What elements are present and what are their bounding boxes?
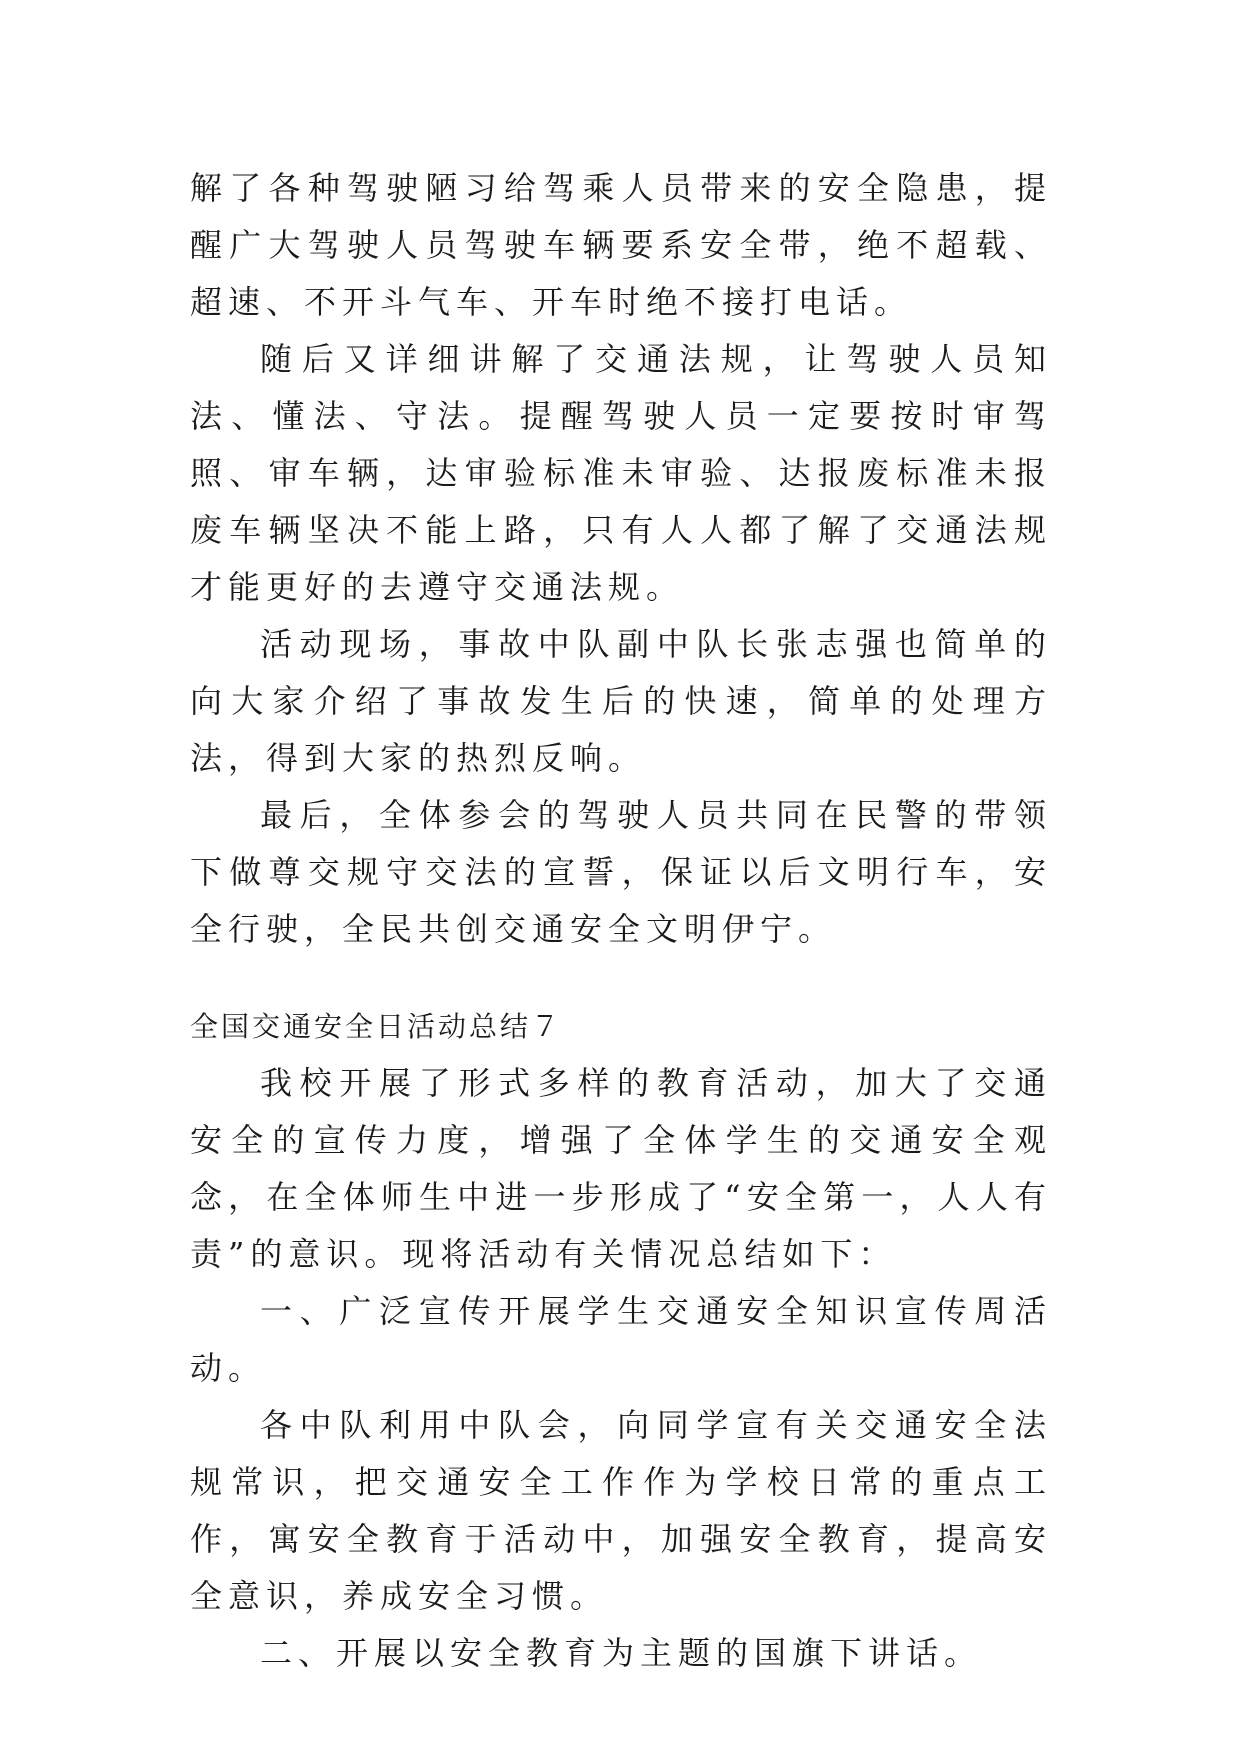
heading-item-two: 二、开展以安全教育为主题的国旗下讲话。 (260, 1634, 983, 1672)
paragraph-pledge: 最后，全体参会的驾驶人员共同在民警的带领下做尊交规守交法的宣誓，保证以后文明行车，安全行驶，全民共创交通安全文明伊宁。 (190, 796, 1052, 948)
paragraph-activity-site: 活动现场，事故中队副中队长张志强也简单的向大家介绍了事故发生后的快速，简单的处理方法，得到大家的热烈反响。 (190, 625, 1052, 777)
section-title: 全国交通安全日活动总结７ (190, 1010, 563, 1043)
heading-item-one: 一、广泛宣传开展学生交通安全知识宣传周活动。 (190, 1292, 1052, 1387)
paragraph-item-one-detail: 各中队利用中队会，向同学宣有关交通安全法规常识，把交通安全工作作为学校日常的重点工作，寓安全教育于活动中，加强安全教育，提高安全意识，养成安全习惯。 (190, 1406, 1052, 1615)
paragraph-continued: 解了各种驾驶陋习给驾乘人员带来的安全隐患，提醒广大驾驶人员驾驶车辆要系安全带，绝不超载、超速、不开斗气车、开车时绝不接打电话。 (190, 169, 1052, 321)
paragraph-intro: 我校开展了形式多样的教育活动，加大了交通安全的宣传力度，增强了全体学生的交通安全观念，在全体师生中进一步形成了“安全第一，人人有责”的意识。现将活动有关情况总结如下： (190, 1064, 1052, 1273)
document-body (190, 160, 1052, 1682)
paragraph-traffic-regulations: 随后又详细讲解了交通法规，让驾驶人员知法、懂法、守法。提醒驾驶人员一定要按时审驾照、审车辆，达审验标准未审验、达报废标准未报废车辆坚决不能上路，只有人人都了解了交通法规才能更好的去遵守交通法规。 (190, 340, 1052, 606)
